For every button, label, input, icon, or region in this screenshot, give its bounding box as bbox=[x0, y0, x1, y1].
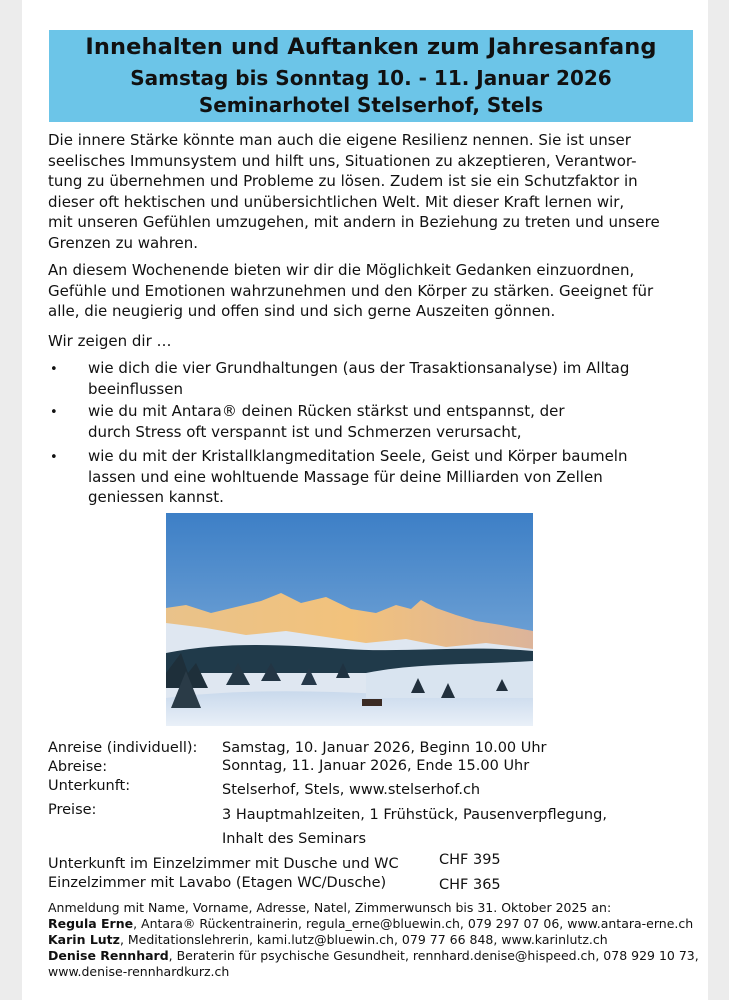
list-item: wie du mit der Kristallklangmeditation Seele, Geist und Körper baumeln lassen und eine wohltuende Massage für deine Milliarden von Zellen geniessen kannst. bbox=[88, 447, 628, 506]
list-lead: Wir zeigen dir … bbox=[48, 332, 172, 350]
room-single-lavabo-label: Einzelzimmer mit Lavabo (Etagen WC/Dusche) bbox=[48, 875, 387, 891]
intro-paragraph-2: An diesem Wochenende bieten wir dir die Möglichkeit Gedanken einzuordnen, Gefühle und Emotionen wahrzunehmen und den Körper zu stärken. Geeignet für alle, die neugierig und offen sind und sich gerne Auszeiten gönnen. bbox=[48, 261, 654, 320]
event-dates: Samstag bis Sonntag 10. - 11. Januar 2026 bbox=[130, 66, 612, 90]
room-single-lavabo-price: CHF 365 bbox=[439, 877, 501, 893]
bullet-marker: • bbox=[50, 450, 58, 465]
arrival-label: Anreise (individuell): bbox=[48, 740, 198, 756]
registration-intro: Anmeldung mit Name, Vorname, Adresse, Natel, Zimmerwunsch bis 31. Oktober 2025 an: bbox=[48, 900, 612, 915]
list-item: wie du mit Antara® deinen Rücken stärkst und entspannst, der durch Stress oft verspannt ist und Schmerzen verursacht, bbox=[88, 402, 565, 441]
bullet-marker: • bbox=[50, 362, 58, 377]
departure-value: Sonntag, 11. Januar 2026, Ende 15.00 Uhr bbox=[222, 758, 530, 774]
lodging-value: Stelserhof, Stels, www.stelserhof.ch bbox=[222, 782, 481, 798]
contact-regula: Regula Erne, Antara® Rückentrainerin, regula_erne@bluewin.ch, 079 297 07 06, www.antara-erne.ch bbox=[48, 916, 694, 931]
contact-denise: Denise Rennhard, Beraterin für psychische Gesundheit, rennhard.denise@hispeed.ch, 078 929 10 73, bbox=[48, 948, 699, 963]
arrival-value: Samstag, 10. Januar 2026, Beginn 10.00 Uhr bbox=[222, 740, 547, 756]
prices-label: Preise: bbox=[48, 802, 97, 818]
bullet-marker: • bbox=[50, 405, 58, 420]
contact-denise-web: www.denise-rennhardkurz.ch bbox=[48, 964, 230, 979]
list-item: wie dich die vier Grundhaltungen (aus der Trasaktionsanalyse) im Alltag beeinflussen bbox=[88, 359, 630, 398]
room-single-shower-price: CHF 395 bbox=[439, 852, 501, 868]
title-banner bbox=[49, 30, 693, 122]
event-title: Innehalten und Auftanken zum Jahresanfang bbox=[85, 34, 657, 60]
prices-value-1: 3 Hauptmahlzeiten, 1 Frühstück, Pausenverpflegung, bbox=[222, 807, 607, 823]
intro-paragraph-1: Die innere Stärke könnte man auch die eigene Resilienz nennen. Sie ist unser seelisches Immunsystem und hilft uns, Situationen zu akzeptieren, Verantwor- tung zu übernehmen und Probleme zu lösen. Zudem ist sie ein Schutzfaktor in dieser oft hektischen und unübersichtlichen Welt. Mit dieser Kraft lernen wir, mit unseren Gefühlen umzugehen, mit andern in Beziehung zu treten und unsere Grenzen zu wahren. bbox=[48, 131, 660, 252]
prices-value-2: Inhalt des Seminars bbox=[222, 831, 367, 847]
mountain-photo bbox=[166, 513, 533, 726]
contact-karin: Karin Lutz, Meditationslehrerin, kami.lutz@bluewin.ch, 079 77 66 848, www.karinlutz.ch bbox=[48, 932, 608, 947]
lodging-label: Unterkunft: bbox=[48, 778, 131, 794]
room-single-shower-label: Unterkunft im Einzelzimmer mit Dusche und WC bbox=[48, 856, 399, 872]
event-location: Seminarhotel Stelserhof, Stels bbox=[198, 93, 544, 117]
departure-label: Abreise: bbox=[48, 759, 108, 775]
